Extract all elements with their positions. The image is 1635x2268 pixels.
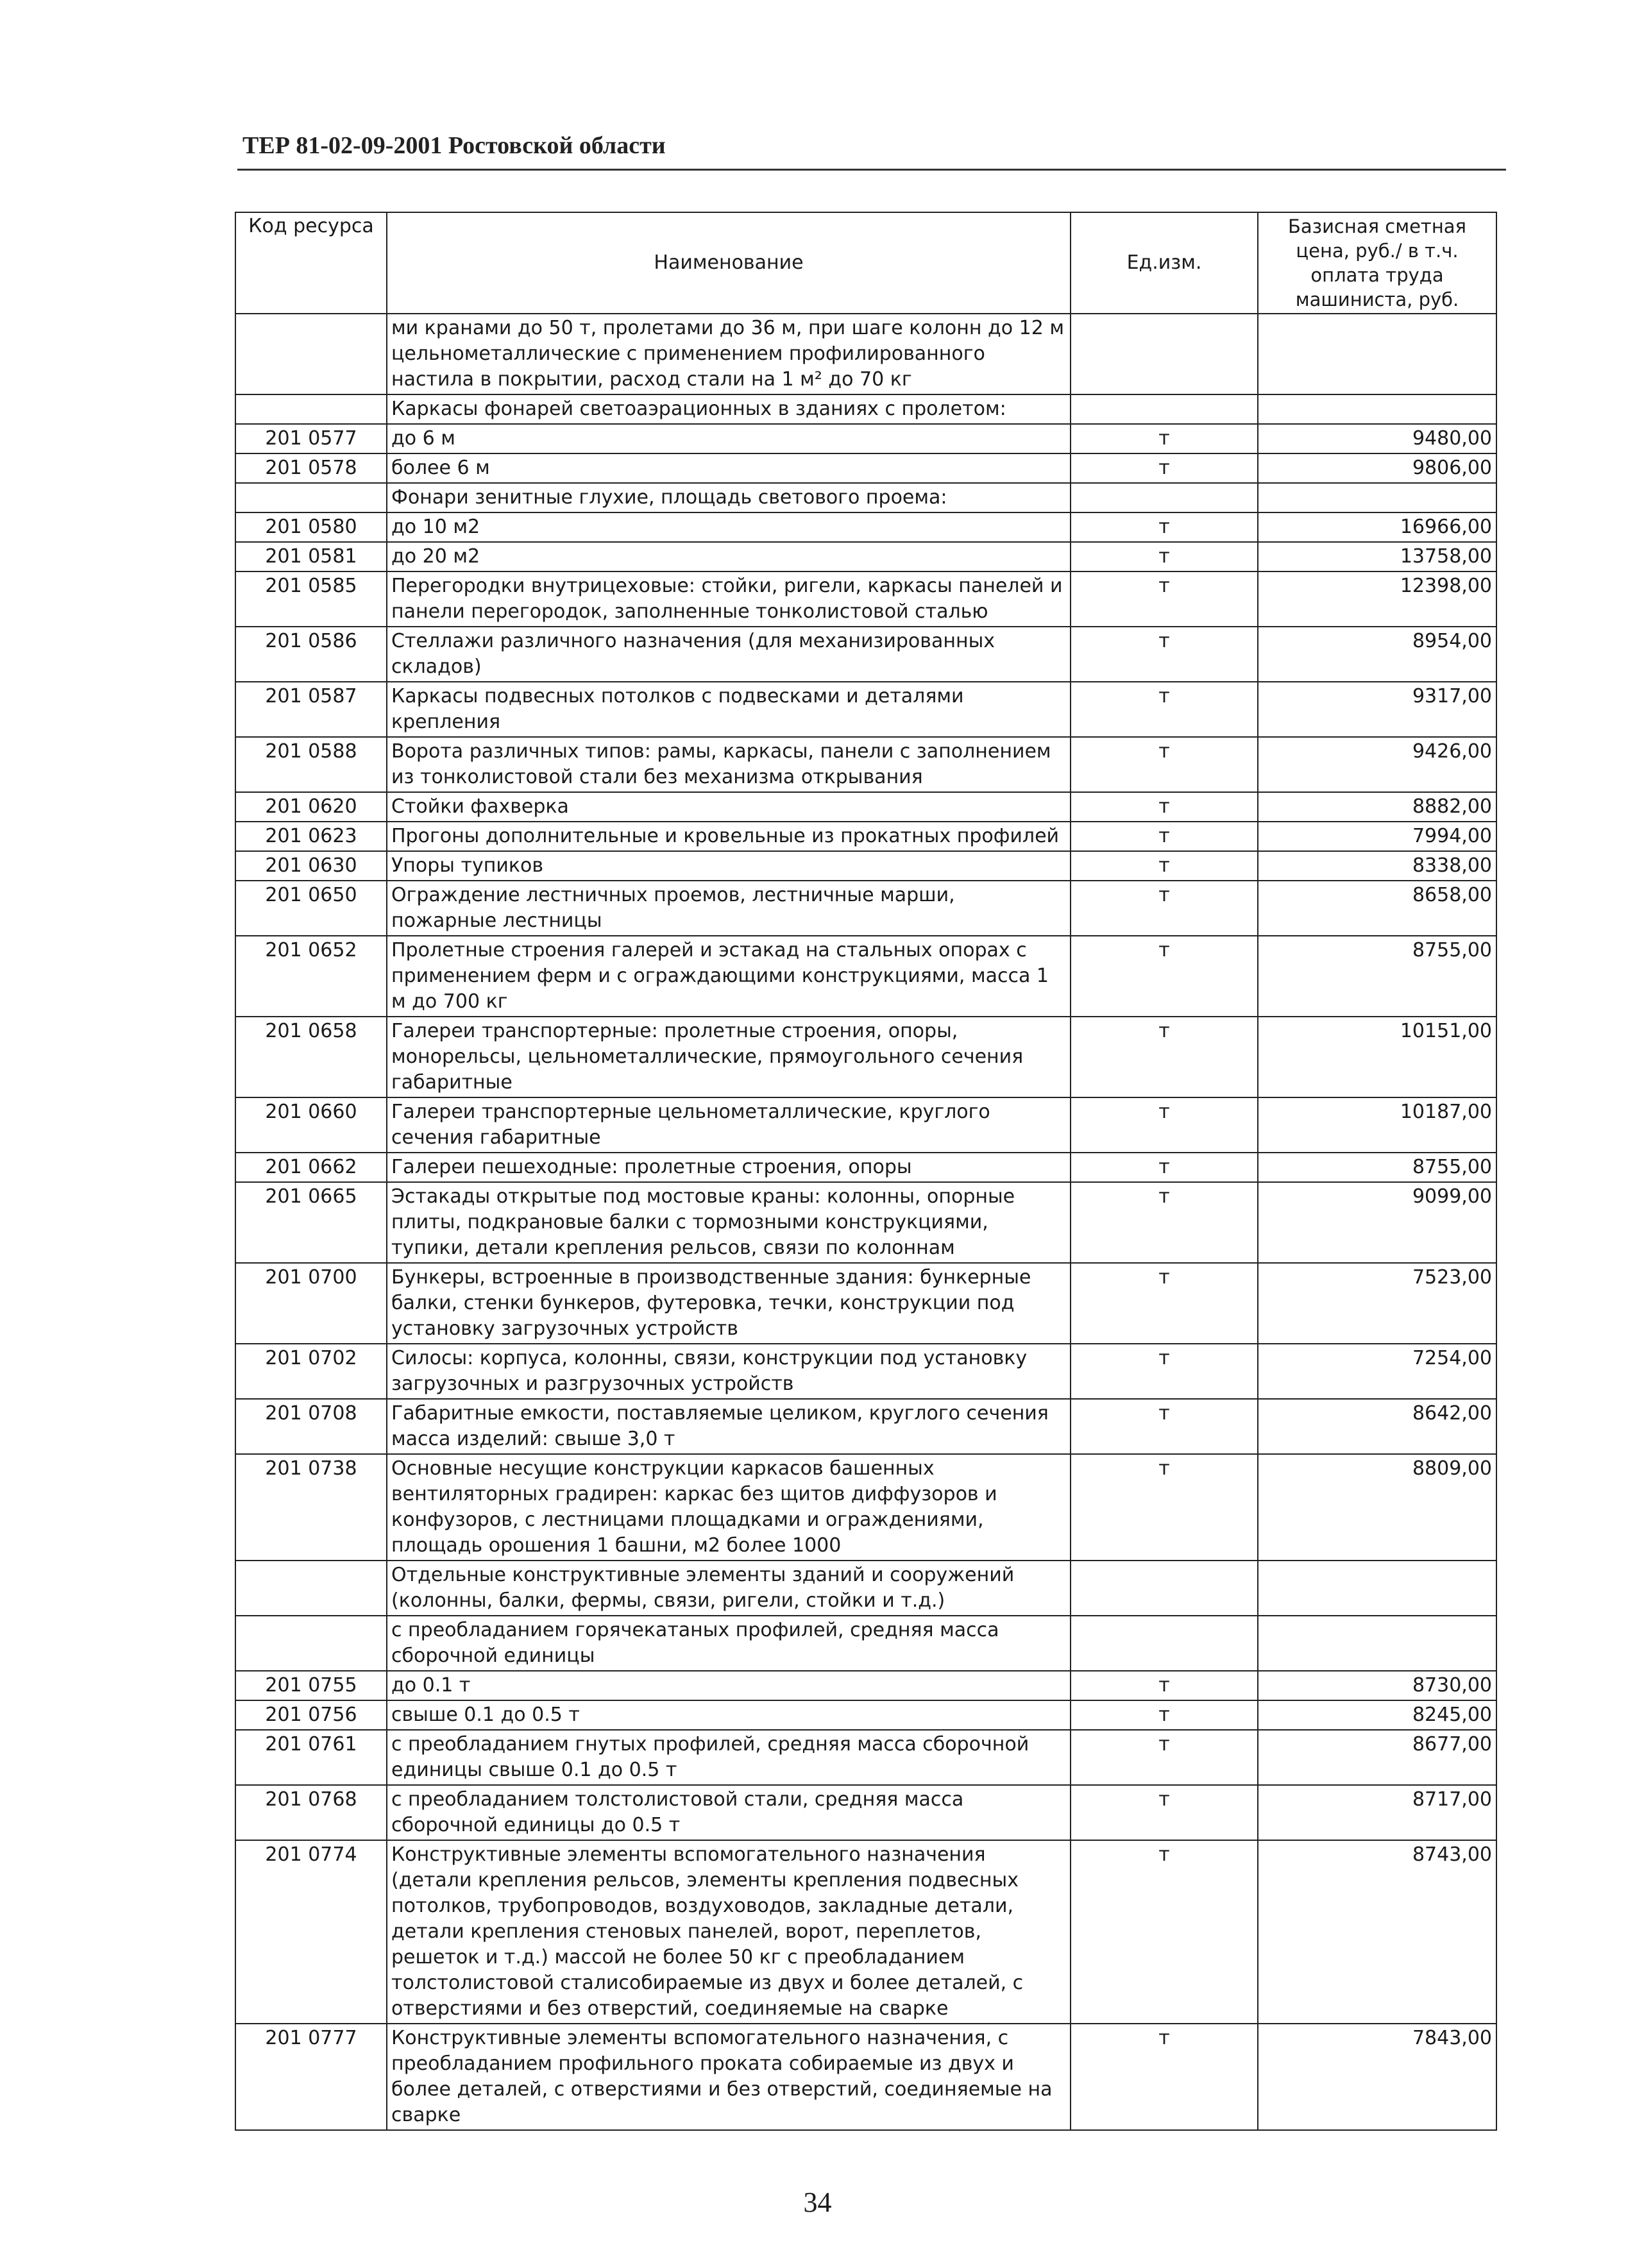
cell-name: Фонари зенитные глухие, площадь светового проема: xyxy=(387,483,1071,512)
table-row xyxy=(235,1454,1496,1561)
cell-name: Ограждение лестничных проемов, лестничные марши, пожарные лестницы xyxy=(387,881,1071,936)
table-row xyxy=(235,822,1496,851)
cell-unit: т xyxy=(1071,822,1258,851)
cell-code: 201 0658 xyxy=(235,1017,387,1097)
cell-name: Стеллажи различного назначения (для механизированных складов) xyxy=(387,627,1071,682)
table-row xyxy=(235,851,1496,881)
cell-price: 9099,00 xyxy=(1258,1182,1496,1263)
cell-name: Конструктивные элементы вспомогательного назначения, с преобладанием профильного проката собираемые из двух и более деталей, с отверстиями и без отверстий, соединяемые на сварке xyxy=(387,2024,1071,2130)
cell-code: 201 0581 xyxy=(235,542,387,571)
cell-name: до 10 м2 xyxy=(387,512,1071,542)
cell-code: 201 0700 xyxy=(235,1263,387,1344)
document-header: ТЕР 81-02-09-2001 Ростовской области xyxy=(242,132,666,159)
cell-price: 8717,00 xyxy=(1258,1785,1496,1840)
cell-code: 201 0774 xyxy=(235,1840,387,2024)
cell-unit: т xyxy=(1071,1263,1258,1344)
cell-name: ми кранами до 50 т, пролетами до 36 м, при шаге колонн до 12 м цельнометаллические с применением профилированного настила в покрытии, расход стали на 1 м² до 70 кг xyxy=(387,314,1071,394)
table-row xyxy=(235,1263,1496,1344)
cell-price: 16966,00 xyxy=(1258,512,1496,542)
cell-code: 201 0578 xyxy=(235,453,387,483)
cell-code: 201 0586 xyxy=(235,627,387,682)
cell-code: 201 0777 xyxy=(235,2024,387,2130)
cell-code: 201 0580 xyxy=(235,512,387,542)
cell-price: 7254,00 xyxy=(1258,1344,1496,1399)
cell-unit xyxy=(1071,314,1258,394)
cell-name: с преобладанием гнутых профилей, средняя масса сборочной единицы свыше 0.1 до 0.5 т xyxy=(387,1730,1071,1785)
cell-price: 9317,00 xyxy=(1258,682,1496,737)
cell-unit: т xyxy=(1071,453,1258,483)
table-row xyxy=(235,1153,1496,1182)
cell-unit: т xyxy=(1071,512,1258,542)
table-row xyxy=(235,1700,1496,1730)
cell-price: 8642,00 xyxy=(1258,1399,1496,1454)
cell-code: 201 0630 xyxy=(235,851,387,881)
cell-name: свыше 0.1 до 0.5 т xyxy=(387,1700,1071,1730)
cell-price xyxy=(1258,1616,1496,1671)
cell-code xyxy=(235,394,387,424)
table-row xyxy=(235,542,1496,571)
cell-code: 201 0756 xyxy=(235,1700,387,1730)
cell-code: 201 0768 xyxy=(235,1785,387,1840)
table-row xyxy=(235,936,1496,1017)
cell-price: 8677,00 xyxy=(1258,1730,1496,1785)
table-row xyxy=(235,1616,1496,1671)
cell-name: Галереи транспортерные цельнометаллические, круглого сечения габаритные xyxy=(387,1097,1071,1153)
cell-name: Упоры тупиков xyxy=(387,851,1071,881)
col-header-price: Базисная сметная цена, руб./ в т.ч. оплата труда машиниста, руб. xyxy=(1258,212,1496,314)
cell-name: Бункеры, встроенные в производственные здания: бункерные балки, стенки бункеров, футеровка, течки, конструкции под установку загрузочных устройств xyxy=(387,1263,1071,1344)
cell-code: 201 0702 xyxy=(235,1344,387,1399)
cell-name: Ворота различных типов: рамы, каркасы, панели с заполнением из тонколистовой стали без механизма открывания xyxy=(387,737,1071,792)
resource-table xyxy=(235,212,1497,2131)
header-rule xyxy=(237,169,1506,171)
cell-price xyxy=(1258,1561,1496,1616)
cell-name: Эстакады открытые под мостовые краны: колонны, опорные плиты, подкрановые балки с тормозными конструкциями, тупики, детали крепления рельсов, связи по колоннам xyxy=(387,1182,1071,1263)
cell-price: 8658,00 xyxy=(1258,881,1496,936)
cell-unit: т xyxy=(1071,1730,1258,1785)
table-row xyxy=(235,394,1496,424)
cell-unit: т xyxy=(1071,1785,1258,1840)
cell-code xyxy=(235,314,387,394)
table-row xyxy=(235,314,1496,394)
cell-code: 201 0665 xyxy=(235,1182,387,1263)
cell-name: до 0.1 т xyxy=(387,1671,1071,1700)
cell-unit: т xyxy=(1071,1017,1258,1097)
col-header-unit: Ед.изм. xyxy=(1071,212,1258,314)
cell-price: 8755,00 xyxy=(1258,936,1496,1017)
cell-code xyxy=(235,1616,387,1671)
cell-price: 8245,00 xyxy=(1258,1700,1496,1730)
cell-price: 8730,00 xyxy=(1258,1671,1496,1700)
cell-unit: т xyxy=(1071,2024,1258,2130)
cell-code: 201 0738 xyxy=(235,1454,387,1561)
cell-price: 7994,00 xyxy=(1258,822,1496,851)
table-row xyxy=(235,512,1496,542)
cell-price: 8743,00 xyxy=(1258,1840,1496,2024)
table-row xyxy=(235,571,1496,627)
cell-name: Перегородки внутрицеховые: стойки, ригели, каркасы панелей и панели перегородок, заполненные тонколистовой сталью xyxy=(387,571,1071,627)
table-row xyxy=(235,424,1496,453)
cell-price: 8809,00 xyxy=(1258,1454,1496,1561)
cell-unit: т xyxy=(1071,737,1258,792)
table-row xyxy=(235,1017,1496,1097)
table-header-row xyxy=(235,212,1496,314)
table-row xyxy=(235,1182,1496,1263)
table-row xyxy=(235,682,1496,737)
cell-unit: т xyxy=(1071,1700,1258,1730)
cell-price: 10151,00 xyxy=(1258,1017,1496,1097)
col-header-code: Код ресурса xyxy=(235,212,387,314)
cell-name: Габаритные емкости, поставляемые целиком, круглого сечения масса изделий: свыше 3,0 т xyxy=(387,1399,1071,1454)
cell-unit: т xyxy=(1071,682,1258,737)
cell-code: 201 0588 xyxy=(235,737,387,792)
cell-name: Каркасы подвесных потолков с подвесками и деталями крепления xyxy=(387,682,1071,737)
cell-name: Галереи транспортерные: пролетные строения, опоры, монорельсы, цельнометаллические, прямоугольного сечения габаритные xyxy=(387,1017,1071,1097)
cell-name: до 20 м2 xyxy=(387,542,1071,571)
cell-code: 201 0650 xyxy=(235,881,387,936)
table-row xyxy=(235,453,1496,483)
cell-price: 8755,00 xyxy=(1258,1153,1496,1182)
cell-unit: т xyxy=(1071,792,1258,822)
table-row xyxy=(235,1671,1496,1700)
table-row xyxy=(235,1840,1496,2024)
cell-unit: т xyxy=(1071,1671,1258,1700)
cell-unit: т xyxy=(1071,1344,1258,1399)
cell-code: 201 0652 xyxy=(235,936,387,1017)
cell-code xyxy=(235,1561,387,1616)
cell-name: Конструктивные элементы вспомогательного назначения (детали крепления рельсов, элементы крепления подвесных потолков, трубопроводов, воздуховодов, закладные детали, детали крепления стеновых панелей, ворот, переплетов, решеток и т.д.) массой не более 50 кг с преобладанием толстолистовой сталисобираемые из двух и более деталей, с отверстиями и без отверстий, соединяемые на сварке xyxy=(387,1840,1071,2024)
table-row xyxy=(235,1399,1496,1454)
table-row xyxy=(235,792,1496,822)
cell-code: 201 0708 xyxy=(235,1399,387,1454)
cell-price: 9806,00 xyxy=(1258,453,1496,483)
cell-price: 10187,00 xyxy=(1258,1097,1496,1153)
cell-unit: т xyxy=(1071,1454,1258,1561)
cell-code: 201 0585 xyxy=(235,571,387,627)
col-header-name: Наименование xyxy=(387,212,1071,314)
cell-code: 201 0755 xyxy=(235,1671,387,1700)
table-row xyxy=(235,627,1496,682)
cell-unit: т xyxy=(1071,851,1258,881)
table-row xyxy=(235,1097,1496,1153)
cell-name: Основные несущие конструкции каркасов башенных вентиляторных градирен: каркас без щитов диффузоров и конфузоров, с лестницами площадками и ограждениями, площадь орошения 1 башни, м2 более 1000 xyxy=(387,1454,1071,1561)
table-row xyxy=(235,1561,1496,1616)
cell-name: с преобладанием горячекатаных профилей, средняя масса сборочной единицы xyxy=(387,1616,1071,1671)
cell-name: Прогоны дополнительные и кровельные из прокатных профилей xyxy=(387,822,1071,851)
cell-unit xyxy=(1071,1561,1258,1616)
cell-price: 12398,00 xyxy=(1258,571,1496,627)
cell-unit: т xyxy=(1071,542,1258,571)
cell-unit: т xyxy=(1071,1153,1258,1182)
cell-name: Каркасы фонарей светоаэрационных в зданиях с пролетом: xyxy=(387,394,1071,424)
cell-price xyxy=(1258,314,1496,394)
cell-unit: т xyxy=(1071,1097,1258,1153)
cell-unit xyxy=(1071,1616,1258,1671)
cell-unit: т xyxy=(1071,571,1258,627)
cell-price: 9426,00 xyxy=(1258,737,1496,792)
cell-name: более 6 м xyxy=(387,453,1071,483)
cell-name: Галереи пешеходные: пролетные строения, опоры xyxy=(387,1153,1071,1182)
cell-name: до 6 м xyxy=(387,424,1071,453)
cell-code: 201 0662 xyxy=(235,1153,387,1182)
cell-price: 7843,00 xyxy=(1258,2024,1496,2130)
cell-price: 8954,00 xyxy=(1258,627,1496,682)
cell-price: 8882,00 xyxy=(1258,792,1496,822)
cell-price: 13758,00 xyxy=(1258,542,1496,571)
table-body xyxy=(235,314,1496,2130)
cell-unit xyxy=(1071,394,1258,424)
table-row xyxy=(235,2024,1496,2130)
table-row xyxy=(235,1344,1496,1399)
cell-code xyxy=(235,483,387,512)
cell-code: 201 0761 xyxy=(235,1730,387,1785)
cell-name: Стойки фахверка xyxy=(387,792,1071,822)
table-row xyxy=(235,881,1496,936)
cell-code: 201 0620 xyxy=(235,792,387,822)
cell-code: 201 0577 xyxy=(235,424,387,453)
table-row xyxy=(235,483,1496,512)
cell-price: 9480,00 xyxy=(1258,424,1496,453)
cell-unit: т xyxy=(1071,627,1258,682)
cell-price: 8338,00 xyxy=(1258,851,1496,881)
cell-unit: т xyxy=(1071,936,1258,1017)
cell-unit: т xyxy=(1071,424,1258,453)
cell-name: Силосы: корпуса, колонны, связи, конструкции под установку загрузочных и разгрузочных устройств xyxy=(387,1344,1071,1399)
table-row xyxy=(235,1785,1496,1840)
cell-unit: т xyxy=(1071,1840,1258,2024)
cell-unit: т xyxy=(1071,1399,1258,1454)
cell-name: Пролетные строения галерей и эстакад на стальных опорах с применением ферм и с ограждающими конструкциями, масса 1 м до 700 кг xyxy=(387,936,1071,1017)
cell-price xyxy=(1258,394,1496,424)
page-number: 34 xyxy=(803,2187,832,2218)
cell-price: 7523,00 xyxy=(1258,1263,1496,1344)
cell-name: с преобладанием толстолистовой стали, средняя масса сборочной единицы до 0.5 т xyxy=(387,1785,1071,1840)
cell-price xyxy=(1258,483,1496,512)
cell-code: 201 0587 xyxy=(235,682,387,737)
table-row xyxy=(235,1730,1496,1785)
cell-unit: т xyxy=(1071,881,1258,936)
cell-unit: т xyxy=(1071,1182,1258,1263)
cell-name: Отдельные конструктивные элементы зданий и сооружений (колонны, балки, фермы, связи, ригели, стойки и т.д.) xyxy=(387,1561,1071,1616)
table-row xyxy=(235,737,1496,792)
cell-code: 201 0623 xyxy=(235,822,387,851)
cell-unit xyxy=(1071,483,1258,512)
cell-code: 201 0660 xyxy=(235,1097,387,1153)
